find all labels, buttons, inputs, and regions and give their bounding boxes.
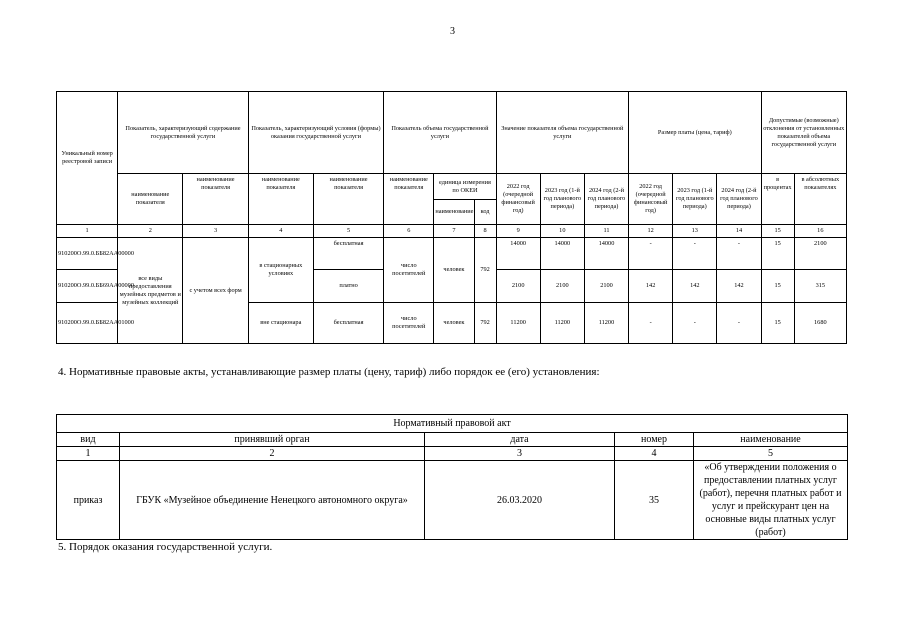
service-volume-table	[56, 91, 847, 344]
column-number: 12	[629, 225, 673, 238]
header-name: наименование	[694, 433, 848, 447]
condition-outside: вне стационара	[248, 303, 313, 344]
column-number: 10	[540, 225, 584, 238]
column-number: 5	[313, 225, 383, 238]
header-number: номер	[615, 433, 694, 447]
column-number: 8	[474, 225, 496, 238]
legal-acts-table	[56, 414, 848, 540]
subheader-unit-name: наименование	[434, 200, 474, 225]
subheader-indicator: наименование показателя	[183, 174, 248, 225]
column-number: 5	[694, 447, 848, 461]
deviation-absolute: 1680	[794, 303, 846, 344]
value-2023: 2100	[540, 270, 584, 303]
condition-payment: платно	[313, 270, 383, 303]
subheader-indicator: наименование показателя	[313, 174, 383, 225]
value-2024: 14000	[584, 238, 628, 270]
fee-2022: 142	[629, 270, 673, 303]
subheader-indicator: наименование показателя	[118, 174, 183, 225]
subheader-unit: единица измерения по ОКЕИ	[434, 174, 496, 200]
subheader-unit-code: код	[474, 200, 496, 225]
column-number: 3	[183, 225, 248, 238]
act-organ: ГБУК «Музейное объединение Ненецкого автономного округа»	[120, 461, 425, 540]
fee-2024: 142	[717, 270, 761, 303]
column-number: 11	[584, 225, 628, 238]
subheader-fee-2023: 2023 год (1-й год планового периода)	[673, 174, 717, 225]
fee-2024: -	[717, 303, 761, 344]
header-organ: принявший орган	[120, 433, 425, 447]
act-kind: приказ	[57, 461, 120, 540]
unit-code: 792	[474, 238, 496, 303]
header-deviation: Допустимые (возможные) отклонения от установленных показателей объема государственной услуги	[761, 92, 846, 174]
deviation-percent: 15	[761, 270, 794, 303]
deviation-absolute: 315	[794, 270, 846, 303]
volume-indicator-name: число посетителей	[384, 303, 434, 344]
header-date: дата	[425, 433, 615, 447]
subheader-2023: 2023 год (1-й год планового периода)	[540, 174, 584, 225]
column-number: 1	[57, 447, 120, 461]
content-value: все виды предоставления музейных предметов и музейных коллекций	[118, 238, 183, 344]
column-number: 6	[384, 225, 434, 238]
fee-2024: -	[717, 238, 761, 270]
header-volume: Показатель объема государственной услуги	[384, 92, 496, 174]
subheader-fee-2024: 2024 год (2-й год планового периода)	[717, 174, 761, 225]
table-row	[57, 461, 848, 540]
column-number: 14	[717, 225, 761, 238]
subheader-percent: в процентах	[761, 174, 794, 225]
table-row	[57, 238, 847, 270]
act-date: 26.03.2020	[425, 461, 615, 540]
registry-number: 910200О.99.0.ББ82АА00000	[57, 238, 118, 270]
condition-stationary: в стационарных условиях	[248, 238, 313, 303]
condition-payment: бесплатная	[313, 238, 383, 270]
column-number: 4	[248, 225, 313, 238]
page-number: 3	[450, 26, 455, 37]
unit-name: человек	[434, 303, 474, 344]
column-number: 2	[120, 447, 425, 461]
volume-indicator-name: число посетителей	[384, 238, 434, 303]
section-5-heading: 5. Порядок оказания государственной услуги.	[58, 541, 273, 553]
legal-act-caption: Нормативный правовой акт	[57, 415, 848, 433]
unit-code: 792	[474, 303, 496, 344]
fee-2022: -	[629, 238, 673, 270]
fee-2022: -	[629, 303, 673, 344]
column-number: 7	[434, 225, 474, 238]
registry-number: 910200О.99.0.ББ69АА00000	[57, 270, 118, 303]
form-value: с учетом всех форм	[183, 238, 248, 344]
column-number: 16	[794, 225, 846, 238]
value-2024: 11200	[584, 303, 628, 344]
value-2023: 11200	[540, 303, 584, 344]
header-conditions: Показатель, характеризующий условия (формы) оказания государственной услуги	[248, 92, 384, 174]
subheader-absolute: в абсолютных показателях	[794, 174, 846, 225]
column-number: 13	[673, 225, 717, 238]
subheader-indicator: наименование показателя	[248, 174, 313, 225]
column-number: 9	[496, 225, 540, 238]
column-number: 4	[615, 447, 694, 461]
unit-name: человек	[434, 238, 474, 303]
header-content: Показатель, характеризующий содержание государственной услуги	[118, 92, 248, 174]
condition-payment: бесплатная	[313, 303, 383, 344]
value-2022: 11200	[496, 303, 540, 344]
column-number: 2	[118, 225, 183, 238]
deviation-absolute: 2100	[794, 238, 846, 270]
fee-2023: 142	[673, 270, 717, 303]
fee-2023: -	[673, 303, 717, 344]
fee-2023: -	[673, 238, 717, 270]
column-number: 3	[425, 447, 615, 461]
column-number: 1	[57, 225, 118, 238]
value-2022: 2100	[496, 270, 540, 303]
deviation-percent: 15	[761, 303, 794, 344]
header-values: Значение показателя объема государственной услуги	[496, 92, 628, 174]
header-fee: Размер платы (цена, тариф)	[629, 92, 761, 174]
subheader-fee-2022: 2022 год (очередной финансовый год)	[629, 174, 673, 225]
value-2024: 2100	[584, 270, 628, 303]
value-2022: 14000	[496, 238, 540, 270]
subheader-indicator: наименование показателя	[384, 174, 434, 225]
column-number: 15	[761, 225, 794, 238]
act-name: «Об утверждении положения о предоставлении платных услуг (работ), перечня платных работ и услуг и прейскурант цен на основные виды платных услуг (работ)	[694, 461, 848, 540]
value-2023: 14000	[540, 238, 584, 270]
subheader-2022: 2022 год (очередной финансовый год)	[496, 174, 540, 225]
header-kind: вид	[57, 433, 120, 447]
section-4-heading: 4. Нормативные правовые акты, устанавливающие размер платы (цену, тариф) либо порядок ее (его) установления:	[58, 366, 600, 378]
header-unique-number: Уникальный номер реестровой записи	[57, 92, 118, 225]
act-number: 35	[615, 461, 694, 540]
subheader-2024: 2024 год (2-й год планового периода)	[584, 174, 628, 225]
deviation-percent: 15	[761, 238, 794, 270]
column-numbers-row	[57, 225, 847, 238]
registry-number: 910200О.99.0.ББ82АА01000	[57, 303, 118, 344]
